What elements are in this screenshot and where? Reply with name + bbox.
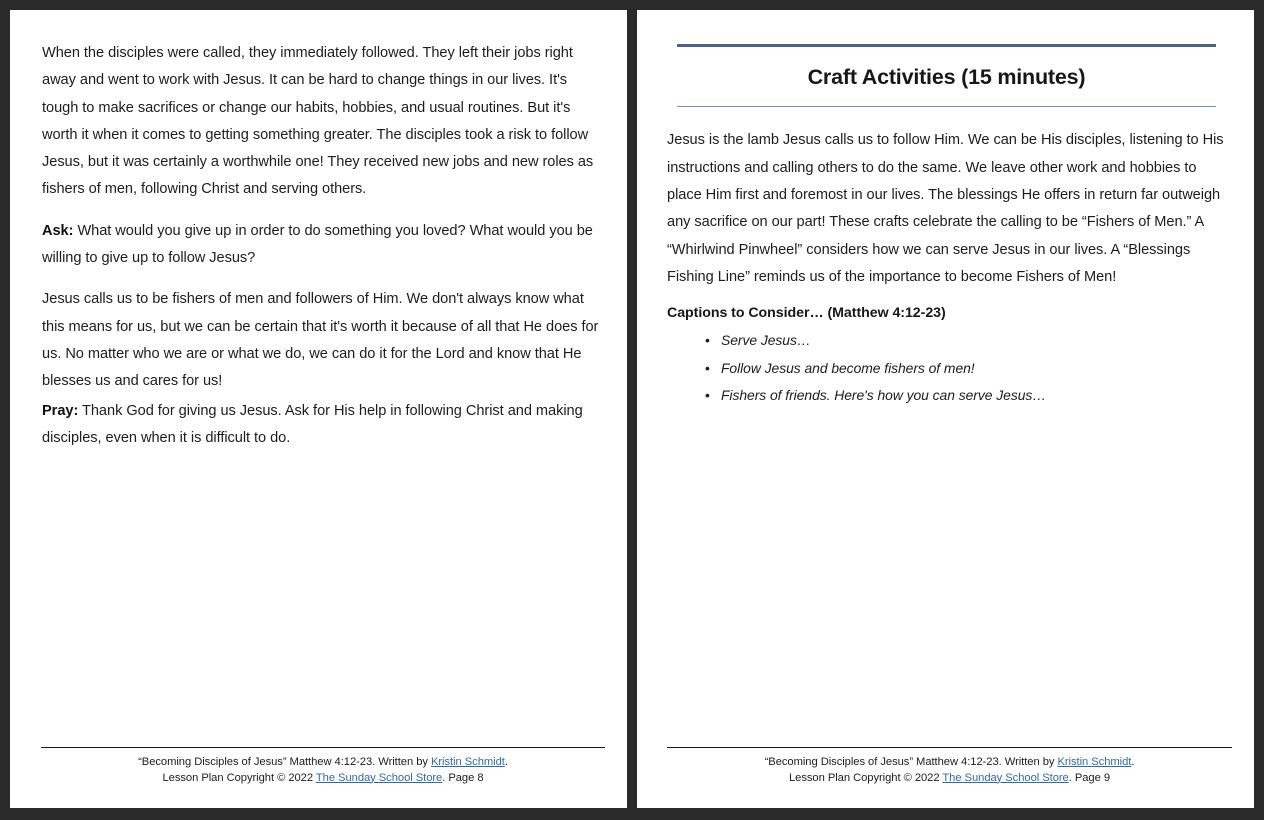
footer-divider — [667, 747, 1232, 748]
footer-copyright-prefix: Lesson Plan Copyright © 2022 — [789, 771, 943, 784]
footer-divider — [41, 747, 605, 748]
author-link[interactable]: Kristin Schmidt — [430, 756, 505, 768]
footer-line-copyright — [41, 771, 605, 787]
list-item: • Serve Jesus… — [705, 327, 1226, 355]
document-page-right — [637, 10, 1254, 808]
footer-copyright-prefix: Lesson Plan Copyright © 2022 — [162, 771, 316, 784]
ask-label: Ask: — [42, 222, 74, 239]
footer-line-credit — [41, 755, 605, 771]
store-link[interactable]: The Sunday School Store — [942, 771, 1069, 784]
captions-list — [667, 327, 1226, 410]
page-right-footer — [637, 747, 1254, 786]
author-link[interactable]: Kristin Schmidt — [1057, 756, 1132, 768]
captions-heading: Captions to Consider… (Matthew 4:12-23) — [667, 305, 946, 322]
paragraph-craft-intro: Jesus is the lamb Jesus calls us to follow Him. We can be His disciples, listening to His instructions and calling others to do the same. We leave other work and hobbies to place Him first and foremost in our lives. The blessings He offers in return far outweigh any sacrifice on our part! These crafts celebrate the calling to be “Fishers of Men.” A “Whirlwind Pinwheel” considers how we can serve Jesus in our lives. A “Blessings Fishing Line” reminds us of the importance to become Fishers of Men! — [667, 132, 1224, 285]
paragraph-pray — [42, 398, 599, 453]
footer-page-number: . Page 9 — [1068, 771, 1110, 784]
page-right-content — [637, 10, 1254, 410]
document-page-left — [10, 10, 627, 808]
footer-page-number: . Page 8 — [442, 771, 484, 784]
paragraph-fishers-of-men: Jesus calls us to be fishers of men and followers of Him. We don't always know what this means for us, but we can be certain that it's worth it because of all that He does for us. No matter who we are or what we do, we can do it for the Lord and know that He blesses us and cares for us! — [42, 291, 599, 390]
paragraph-disciples-called: When the disciples were called, they immediately followed. They left their jobs right away and went to work with Jesus. It can be hard to change things in our lives. It's tough to make sacrifices or change our habits, hobbies, and usual routines. But it's worth it when it comes to getting something greater. The disciples took a risk to follow Jesus, but it was certainly a worthwhile one! They received new jobs and new roles as fishers of men, following Christ and serving others. — [42, 45, 594, 198]
ask-text: What would you give up in order to do something you loved? What would you be willing to give up to follow Jesus? — [42, 222, 593, 267]
title-block — [677, 44, 1216, 107]
footer-line-credit — [667, 755, 1232, 771]
list-item: • Fishers of friends. Here's how you can serve Jesus… — [705, 382, 1226, 410]
paragraph-ask — [42, 218, 599, 273]
store-link[interactable]: The Sunday School Store — [315, 771, 443, 784]
footer-credit-prefix: “Becoming Disciples of Jesus” Matthew 4:12-23. Written by — [138, 756, 431, 768]
footer-credit-prefix: “Becoming Disciples of Jesus” Matthew 4:12-23. Written by — [764, 756, 1058, 768]
footer-line-copyright — [667, 771, 1232, 787]
pray-text: Thank God for giving us Jesus. Ask for His help in following Christ and making disciples, even when it is difficult to do. — [42, 402, 583, 446]
footer-credit-suffix: . — [504, 756, 508, 768]
page-left-footer — [10, 747, 627, 786]
pray-label: Pray: — [42, 402, 79, 419]
list-item: • Follow Jesus and become fishers of men! — [705, 355, 1226, 383]
title-rule-bottom — [677, 106, 1216, 107]
page-left-content — [10, 10, 627, 466]
footer-credit-suffix: . — [1131, 756, 1135, 768]
page-title: Craft Activities (15 minutes) — [807, 65, 1086, 89]
